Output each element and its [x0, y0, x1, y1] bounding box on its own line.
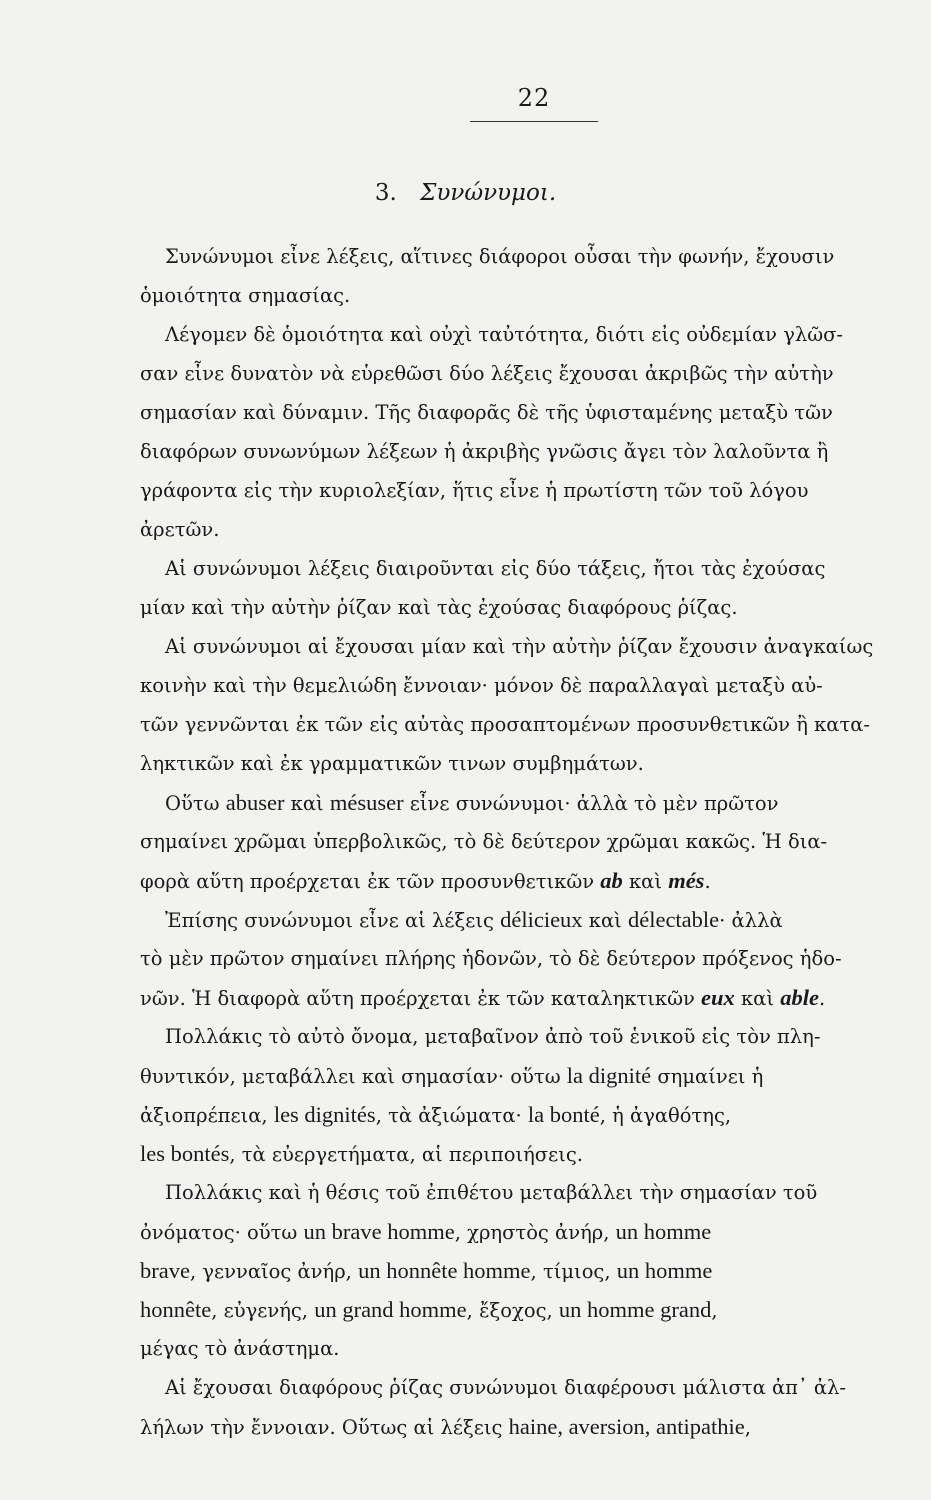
french-suffix: able	[780, 985, 819, 1010]
section-heading	[0, 180, 931, 206]
text-line: ληκτικῶν καὶ ἐκ γραμματικῶν τινων συμβημάτων.	[140, 752, 644, 775]
page-number: 22	[517, 84, 551, 112]
text-line: φορὰ αὕτη προέρχεται ἐκ τῶν προσυνθετικῶν ab καὶ més.	[140, 868, 711, 893]
french-phrase: les bontés	[140, 1141, 230, 1166]
text-line: Πολλάκις τὸ αὐτὸ ὄνομα, μεταβαῖνον ἀπὸ τοῦ ἑνικοῦ εἰς τὸν πλη-	[165, 1025, 821, 1048]
french-phrase: un brave homme	[303, 1219, 455, 1244]
text-line: Λέγομεν δὲ ὁμοιότητα καὶ οὐχὶ ταὐτότητα, διότι εἰς οὐδεμίαν γλῶσ-	[165, 323, 844, 346]
text-line: Αἱ συνώνυμοι αἱ ἔχουσαι μίαν καὶ τὴν αὐτὴν ῥίζαν ἔχουσιν ἀναγκαίως	[165, 635, 874, 658]
text-line: γράφοντα εἰς τὴν κυριολεξίαν, ἥτις εἶνε ἡ πρωτίστη τῶν τοῦ λόγου	[140, 479, 809, 502]
french-word: délectable	[627, 907, 720, 932]
text-line: ἀρετῶν.	[140, 518, 220, 541]
french-prefix: més	[668, 868, 705, 893]
text-line: τῶν γεννῶνται ἐκ τῶν εἰς αὐτὰς προσαπτομένων προσυνθετικῶν ἢ κατα-	[140, 713, 870, 736]
french-phrase: un homme	[616, 1258, 713, 1283]
french-phrase: la bonté	[527, 1102, 600, 1127]
text-line: σημαίνει χρῶμαι ὑπερβολικῶς, τὸ δὲ δεύτερον χρῶμαι κακῶς. Ἡ δια-	[140, 830, 828, 853]
french-phrase: un honnête homme	[358, 1258, 531, 1283]
text-line: ἀξιοπρέπεια, les dignités, τὰ ἀξιώματα· la bonté, ἡ ἀγαθότης,	[140, 1102, 732, 1127]
text-line: μέγας τὸ ἀνάστημα.	[140, 1337, 340, 1360]
text-line: σαν εἶνε δυνατὸν νὰ εὑρεθῶσι δύο λέξεις ἔχουσαι ἀκριβῶς τὴν αὐτὴν	[140, 362, 834, 385]
text-line: ὁμοιότητα σημασίας.	[140, 284, 351, 307]
text-line: διαφόρων συνωνύμων λέξεων ἡ ἀκριβὴς γνῶσις ἄγει τὸν λαλοῦντα ἢ	[140, 440, 829, 463]
text-line: μίαν καὶ τὴν αὐτὴν ῥίζαν καὶ τὰς ἐχούσας διαφόρους ῥίζας.	[140, 596, 738, 619]
section-number: 3.	[374, 180, 397, 206]
text-line: Πολλάκις καὶ ἡ θέσις τοῦ ἐπιθέτου μεταβάλλει τὴν σημασίαν τοῦ	[165, 1181, 818, 1204]
text-line: νῶν. Ἡ διαφορὰ αὕτη προέρχεται ἐκ τῶν καταληκτικῶν eux καὶ able.	[140, 985, 826, 1010]
french-phrase: brave	[140, 1258, 190, 1283]
french-word: délicieux	[500, 907, 583, 932]
text-line: brave, γενναῖος ἀνήρ, un honnête homme, τίμιος, un homme	[140, 1258, 713, 1283]
french-phrase: les dignités	[273, 1102, 376, 1127]
text-line: Αἱ ἔχουσαι διαφόρους ῥίζας συνώνυμοι διαφέρουσι μάλιστα ἀπ᾿ ἀλ-	[165, 1376, 846, 1399]
text-line: Ἐπίσης συνώνυμοι εἶνε αἱ λέξεις délicieux καὶ délectable· ἀλλὰ	[165, 907, 783, 932]
french-phrase: la dignité	[566, 1063, 652, 1088]
french-word: abuser	[225, 790, 285, 815]
french-phrase: honnête	[140, 1297, 212, 1322]
section-title: Συνώνυμοι.	[420, 180, 557, 206]
text-line: λήλων τὴν ἔννοιαν. Οὕτως αἱ λέξεις haine, aversion, antipathie,	[140, 1414, 751, 1439]
page-number-rule	[470, 121, 598, 122]
text-line: σημασίαν καὶ δύναμιν. Τῆς διαφορᾶς δὲ τῆς ὑφισταμένης μεταξὺ τῶν	[140, 401, 833, 424]
french-phrase: un grand homme	[314, 1297, 467, 1322]
text-line: κοινὴν καὶ τὴν θεμελιώδη ἔννοιαν· μόνον δὲ παραλλαγαὶ μεταξὺ αὐ-	[140, 674, 823, 697]
french-prefix: ab	[600, 868, 623, 893]
text-line: Οὕτω abuser καὶ mésuser εἶνε συνώνυμοι· ἀλλὰ τὸ μὲν πρῶτον	[165, 790, 779, 815]
text-line: Συνώνυμοι εἶνε λέξεις, αἵτινες διάφοροι οὖσαι τὴν φωνήν, ἔχουσιν	[165, 245, 835, 268]
text-line: honnête, εὐγενής, un grand homme, ἔξοχος, un homme grand,	[140, 1297, 718, 1322]
text-line: les bontés, τὰ εὐεργετήματα, αἱ περιποιήσεις.	[140, 1141, 583, 1166]
french-phrase: un homme	[615, 1219, 712, 1244]
text-line: τὸ μὲν πρῶτον σημαίνει πλήρης ἡδονῶν, τὸ δὲ δεύτερον πρόξενος ἡδο-	[140, 947, 842, 970]
text-line: ὀνόματος· οὕτω un brave homme, χρηστὸς ἀνήρ, un homme	[140, 1219, 712, 1244]
french-suffix: eux	[701, 985, 735, 1010]
french-words-list: haine, aversion, antipathie	[508, 1414, 745, 1439]
french-word: mésuser	[329, 790, 404, 815]
text-line: θυντικόν, μεταβάλλει καὶ σημασίαν· οὕτω la dignité σημαίνει ἡ	[140, 1063, 764, 1088]
french-phrase: un homme grand	[558, 1297, 712, 1322]
text-line: Αἱ συνώνυμοι λέξεις διαιροῦνται εἰς δύο τάξεις, ἤτοι τὰς ἐχούσας	[165, 557, 826, 580]
